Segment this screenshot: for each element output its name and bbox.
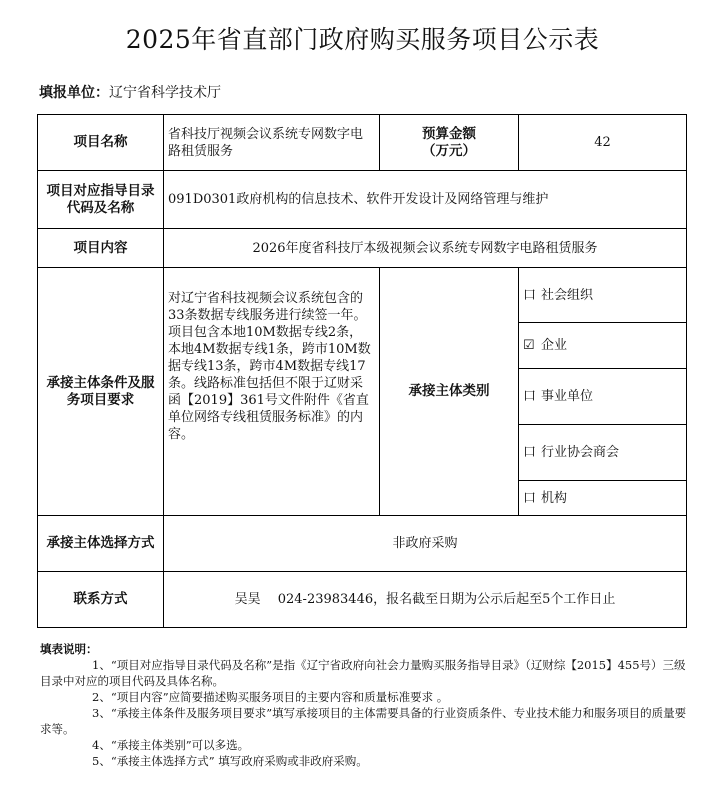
checkbox-checked-icon[interactable]: ☑ bbox=[523, 338, 535, 353]
reporting-unit-label: 填报单位： bbox=[39, 85, 109, 101]
entity-type-option-label: 企业 bbox=[541, 338, 568, 353]
notes-title: 填表说明： bbox=[40, 642, 98, 656]
entity-type-option-1[interactable] bbox=[519, 323, 687, 369]
note-item-5: 5、“承接主体选择方式” 填写政府采购或非政府采购。 bbox=[92, 754, 368, 768]
entity-type-option-3[interactable] bbox=[519, 425, 687, 481]
note-item-3: 3、“承接主体条件及服务项目要求”填写承接项目的主体需要具备的行业资质条件、专业技术能力和服务项目的质量要求等。 bbox=[40, 706, 687, 736]
checkbox-icon[interactable]: 口 bbox=[523, 490, 537, 506]
project-name-label: 项目名称 bbox=[38, 115, 164, 171]
requirements-label: 承接主体条件及服务项目要求 bbox=[38, 268, 164, 516]
entity-type-option-4[interactable] bbox=[519, 481, 687, 516]
budget-label bbox=[380, 115, 519, 171]
checkbox-icon[interactable]: 口 bbox=[523, 389, 537, 404]
catalog-value: 091D0301政府机构的信息技术、软件开发设计及网络管理与维护 bbox=[164, 171, 687, 229]
entity-type-option-label: 事业单位 bbox=[541, 389, 594, 404]
reporting-unit bbox=[39, 82, 221, 102]
entity-type-option-label: 机构 bbox=[541, 490, 568, 506]
project-name-value: 省科技厅视频会议系统专网数字电路租赁服务 bbox=[164, 115, 380, 171]
row-content bbox=[38, 229, 687, 268]
entity-type-option-label: 社会组织 bbox=[541, 287, 594, 303]
selection-value: 非政府采购 bbox=[164, 516, 687, 572]
entity-type-option-0[interactable] bbox=[519, 268, 687, 323]
checkbox-icon[interactable]: 口 bbox=[523, 445, 537, 460]
note-item-1: 1、“项目对应指导目录代码及名称”是指《辽宁省政府向社会力量购买服务指导目录》（辽财综【2015】455号）三级目录中对应的项目代码及具体名称。 bbox=[40, 658, 686, 688]
selection-label: 承接主体选择方式 bbox=[38, 516, 164, 572]
entity-type-option-2[interactable] bbox=[519, 369, 687, 425]
row-requirements bbox=[38, 268, 687, 323]
budget-label-line1: 预算金额 bbox=[422, 125, 476, 142]
budget-label-line2: （万元） bbox=[422, 142, 476, 159]
reporting-unit-value: 辽宁省科学技术厅 bbox=[109, 85, 221, 101]
checkbox-icon[interactable]: 口 bbox=[523, 287, 537, 303]
page-title: 2025年省直部门政府购买服务项目公示表 bbox=[125, 25, 600, 54]
budget-value: 42 bbox=[519, 115, 687, 171]
note-item-4: 4、“承接主体类别”可以多选。 bbox=[92, 738, 250, 752]
note-item-2: 2、“项目内容”应简要描述购买服务项目的主要内容和质量标准要求 。 bbox=[92, 690, 449, 704]
row-selection bbox=[38, 516, 687, 572]
content-label: 项目内容 bbox=[38, 229, 164, 268]
contact-value: 吴昊 024-23983446，报名截至日期为公示后起至5个工作日止 bbox=[164, 572, 687, 628]
content-value: 2026年度省科技厅本级视频会议系统专网数字电路租赁服务 bbox=[164, 229, 687, 268]
row-catalog bbox=[38, 171, 687, 229]
requirements-value: 对辽宁省科技视频会议系统包含的33条数据专线服务进行续签一年。项目包含本地10M数据专线2条，本地4M数据专线1条，跨市10M数据专线13条，跨市4M数据专线17条。线路标准包括但不限于辽财采函【2019】361号文件附件《省直单位网络专线租赁服务标准》的内容。 bbox=[164, 268, 380, 516]
catalog-label: 项目对应指导目录代码及名称 bbox=[38, 171, 164, 229]
entity-type-option-label: 行业协会商会 bbox=[541, 445, 620, 460]
project-form-table bbox=[37, 114, 687, 628]
contact-label: 联系方式 bbox=[38, 572, 164, 628]
row-project-name bbox=[38, 115, 687, 171]
form-notes bbox=[40, 641, 690, 769]
entity-type-label: 承接主体类别 bbox=[380, 268, 519, 516]
row-contact bbox=[38, 572, 687, 628]
